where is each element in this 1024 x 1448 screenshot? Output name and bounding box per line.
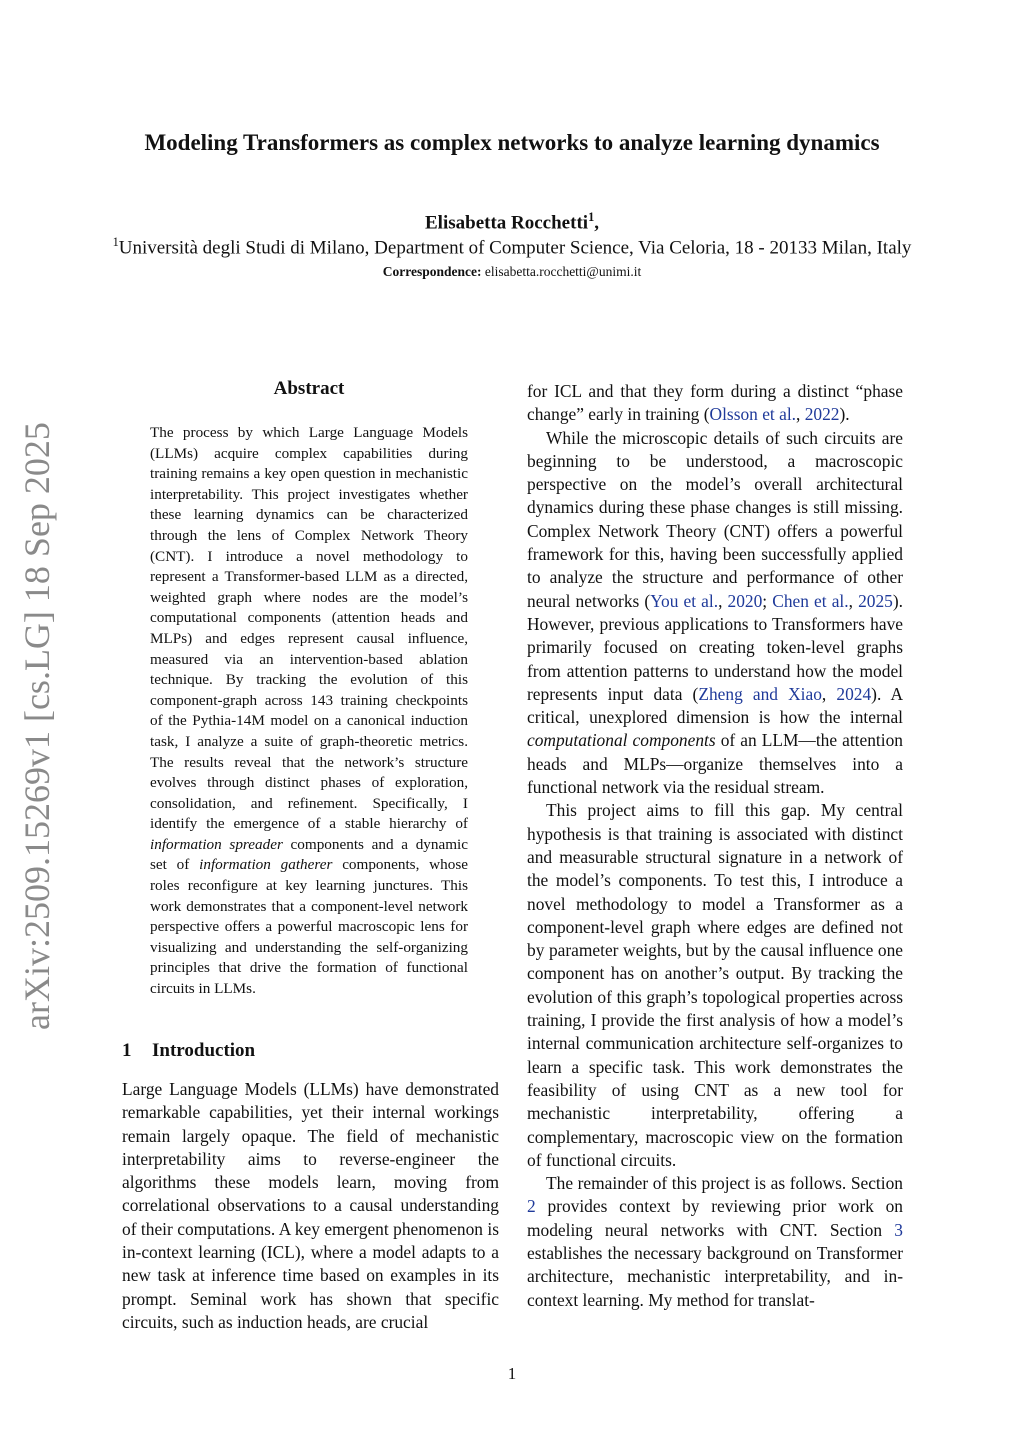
abstract-text-1: The process by which Large Language Models (LLMs) acquire complex capabilities during training remains a key open question in mechanistic interpretability. This project investigates whether these learning dynamics can be characterized through the lens of Complex Network Theory (CNT). I introduce a novel methodology to represent a Transformer-based LLM as a directed, weighted graph where nodes are the model’s computational components (attention heads and MLPs) and edges represent causal influence, measured via an intervention-based ablation technique. By tracking the evolution of this component-graph across 143 training checkpoints of the Pythia-14M model on a canonical induction task, I analyze a suite of graph-theoretic metrics. The results reveal that the network’s structure evolves through distinct phases of exploration, consolidation, and refinement. Specifically, I identify the emergence of a stable hierarchy of — [150, 424, 468, 833]
abstract-text-3: components, whose roles reconfigure at key learning junctures. This work demonstrates that a component-level network perspective offers a powerful macroscopic lens for visualizing and understanding the self-organizing principles that drive the formation of functional circuits in LLMs. — [150, 856, 468, 998]
affiliation-text: Università degli Studi di Milano, Department of Computer Science, Via Celoria, 18 - 20133 Milan, Italy — [118, 237, 912, 259]
citation-you[interactable]: You et al. — [650, 590, 719, 611]
citation-author[interactable]: Olsson et al. — [709, 404, 796, 425]
citation-chen[interactable]: Chen et al. — [772, 590, 849, 611]
citation-olsson-year[interactable]: 2022 — [804, 404, 840, 425]
text: for ICL and that they form during a distinct “phase change” early in training ( — [527, 381, 903, 425]
text: , — [718, 590, 728, 611]
text: , — [796, 404, 805, 425]
text: While the microscopic details of such circuits are beginning to be understood, a macroscopic perspective on the model’s overall architectural dynamics during these phase changes is still missing. Complex Network Theory (CNT) offers a powerful framework for this, having been successfully applied to analyze the structure and performance of other neural networks ( — [527, 427, 903, 611]
abstract-emphasis-spreader: information spreader — [150, 835, 283, 853]
right-column — [527, 380, 903, 1312]
intro-paragraph-1-continued — [527, 380, 903, 427]
correspondence — [0, 264, 1024, 280]
paper-title: Modeling Transformers as complex networks to analyze learning dynamics — [144, 130, 880, 155]
author-name-text: Elisabetta Rocchetti — [425, 212, 589, 234]
abstract-emphasis-gatherer: information gatherer — [199, 856, 333, 874]
emphasis-computational-components: computational components — [527, 730, 716, 751]
intro-paragraph-4 — [527, 1172, 903, 1312]
introduction-left-column — [122, 1078, 499, 1334]
text: , — [821, 683, 837, 704]
page-number: 1 — [507, 1364, 517, 1383]
abstract-text-2: components and a dynamic set of — [150, 835, 469, 874]
affiliation-marker: 1 — [112, 235, 119, 249]
citation-chen-year[interactable]: 2025 — [858, 590, 893, 611]
citation-zheng[interactable]: Zheng and Xiao — [698, 683, 822, 704]
intro-paragraph-2 — [527, 427, 903, 800]
arxiv-identifier-stamp: arXiv:2509.15269v1 [cs.LG] 18 Sep 2025 — [17, 422, 57, 1030]
text: ; — [762, 590, 773, 611]
text: of an LLM—the attention heads and MLPs—organize themselves into a functional network via the residual stream. — [527, 730, 903, 798]
section-ref-3[interactable]: 3 — [894, 1219, 903, 1240]
text: The remainder of this project is as follows. Section — [546, 1173, 903, 1194]
citation-zheng-year[interactable]: 2024 — [836, 683, 872, 704]
citation-olsson[interactable] — [710, 404, 796, 424]
intro-paragraph-1: Large Language Models (LLMs) have demonstrated remarkable capabilities, yet their internal workings remain largely opaque. The field of mechanistic interpretability aims to reverse-engineer the algorithms these models learn, moving from correlational observations to a causal understanding of their computations. A key emergent phenomenon is in-context learning (ICL), where a model adapts to a new task at inference time based on examples in its prompt. Seminal work has shown that specific circuits, such as induction heads, are crucial — [122, 1079, 499, 1332]
section-title: Introduction — [152, 1040, 256, 1061]
author-affiliation-marker: 1 — [588, 210, 595, 224]
section-number: 1 — [122, 1040, 132, 1061]
abstract-body — [150, 423, 468, 1000]
author-name — [0, 210, 1024, 234]
correspondence-email: elisabetta.rocchetti@unimi.it — [484, 264, 642, 279]
section-ref-2[interactable]: 2 — [527, 1196, 536, 1217]
author-name-suffix: , — [594, 212, 599, 234]
correspondence-label: Correspondence: — [382, 264, 482, 279]
abstract-heading: Abstract — [273, 378, 345, 399]
citation-you-year[interactable]: 2020 — [727, 590, 763, 611]
affiliation — [60, 235, 964, 259]
text: , — [848, 590, 859, 611]
text: ). — [839, 404, 850, 425]
text: provides context by reviewing prior work on modeling neural networks with CNT. Section — [527, 1196, 903, 1240]
text: ). A critical, unexplored dimension is how the internal — [527, 683, 904, 728]
text: ). However, previous applications to Transformers have primarily focused on creating token-level graphs from attention patterns to understand how the model represents input data ( — [527, 590, 903, 704]
section-heading-introduction — [122, 1040, 255, 1062]
text: establishes the necessary background on Transformer architecture, mechanistic interpretability, and in-context learning. My method for translat- — [527, 1242, 903, 1310]
intro-paragraph-3: This project aims to fill this gap. My central hypothesis is that training is associated with distinct and measurable structural signature in a network of the model’s components. To test this, I introduce a novel methodology to model a Transformer as a component-level graph where edges are defined not by parameter weights, but by the causal influence one component has on another’s output. By tracking the evolution of this graph’s topological properties across training, I provide the first analysis of how a model’s internal communication architecture self-organizes to learn a specific task. This work demonstrates the feasibility of using CNT as a new tool for mechanistic interpretability, offering a complementary, macroscopic view on the formation of functional circuits. — [527, 800, 903, 1170]
